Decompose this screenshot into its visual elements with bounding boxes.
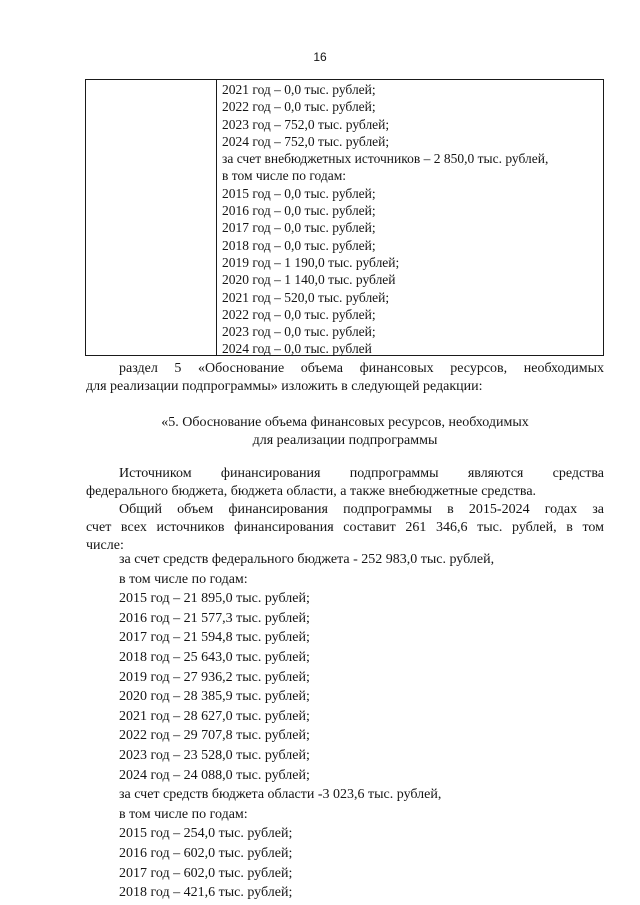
list-item: за счет средств бюджета области -3 023,6 тыс. рублей, [119,787,442,803]
list-item: 2018 год – 25 643,0 тыс. рублей; [119,649,310,665]
table-cell-line: 2021 год – 0,0 тыс. рублей; [222,82,376,97]
section-heading-line-2: для реализации подпрограммы [252,433,438,448]
table-cell-line: 2018 год – 0,0 тыс. рублей; [222,237,376,253]
list-item: 2015 год – 21 895,0 тыс. рублей; [119,591,310,607]
list-item: 2024 год – 24 088,0 тыс. рублей; [119,767,310,783]
paragraph-2-line-3: числе: [86,538,124,553]
list-item: 2017 год – 602,0 тыс. рублей; [119,865,293,881]
paragraph-2-line-2: счет всех источников финансирования составит 261 346,6 тыс. рублей, в том [86,520,604,535]
list-item: 2023 год – 23 528,0 тыс. рублей; [119,747,310,763]
table-cell-line: 2017 год – 0,0 тыс. рублей; [222,220,376,236]
list-item: 2015 год – 254,0 тыс. рублей; [119,826,293,842]
table-cell-line: 2015 год – 0,0 тыс. рублей; [222,185,376,201]
paragraph-1-line-1: Источником финансирования подпрограммы являются средства [119,466,604,481]
list-item: в том числе по годам: [119,571,248,587]
table-cell-line: 2023 год – 0,0 тыс. рублей; [222,324,376,340]
table-cell-line: 2016 год – 0,0 тыс. рублей; [222,203,376,219]
table-cell-line: 2022 год – 0,0 тыс. рублей; [222,306,376,322]
table-cell-line: в том числе по годам: [222,168,347,184]
list-item: 2016 год – 21 577,3 тыс. рублей; [119,610,310,626]
table-cell-line: 2024 год – 0,0 тыс. рублей [222,341,372,357]
table-cell-line: 2020 год – 1 140,0 тыс. рублей [222,272,396,288]
section-heading-line-1: «5. Обоснование объема финансовых ресурсов, необходимых [161,415,529,430]
list-item: 2021 год – 28 627,0 тыс. рублей; [119,708,310,724]
paragraph-1-line-2: федерального бюджета, бюджета области, а также внебюджетные средства. [86,484,537,499]
list-item: в том числе по годам: [119,806,248,822]
table-cell-line: 2023 год – 752,0 тыс. рублей; [222,116,390,132]
list-item: 2022 год – 29 707,8 тыс. рублей; [119,728,310,744]
amendment-line-2: для реализации подпрограммы» изложить в следующей редакции: [86,379,483,394]
list-item: 2018 год – 421,6 тыс. рублей; [119,885,293,901]
amendment-line-1: раздел 5 «Обоснование объема финансовых ресурсов, необходимых [119,361,604,376]
list-item: за счет средств федерального бюджета - 252 983,0 тыс. рублей, [119,552,495,567]
table-cell-line: 2019 год – 1 190,0 тыс. рублей; [222,254,400,270]
table-column-divider [216,80,217,355]
funding-table [85,79,604,356]
table-cell-line: 2022 год – 0,0 тыс. рублей; [222,99,376,115]
table-cell-line: 2024 год – 752,0 тыс. рублей; [222,133,390,149]
table-cell-line: 2021 год – 520,0 тыс. рублей; [222,289,390,305]
page-number: 16 [313,50,327,64]
table-right-cell [222,81,599,358]
list-item: 2019 год – 27 936,2 тыс. рублей; [119,669,310,685]
funding-list [119,550,494,903]
list-item: 2020 год – 28 385,9 тыс. рублей; [119,689,310,705]
table-cell-line: за счет внебюджетных источников – 2 850,0 тыс. рублей, [222,151,549,167]
paragraph-2-line-1: Общий объем финансирования подпрограммы в 2015-2024 годах за [119,502,604,517]
list-item: 2016 год – 602,0 тыс. рублей; [119,845,293,861]
list-item: 2017 год – 21 594,8 тыс. рублей; [119,630,310,646]
